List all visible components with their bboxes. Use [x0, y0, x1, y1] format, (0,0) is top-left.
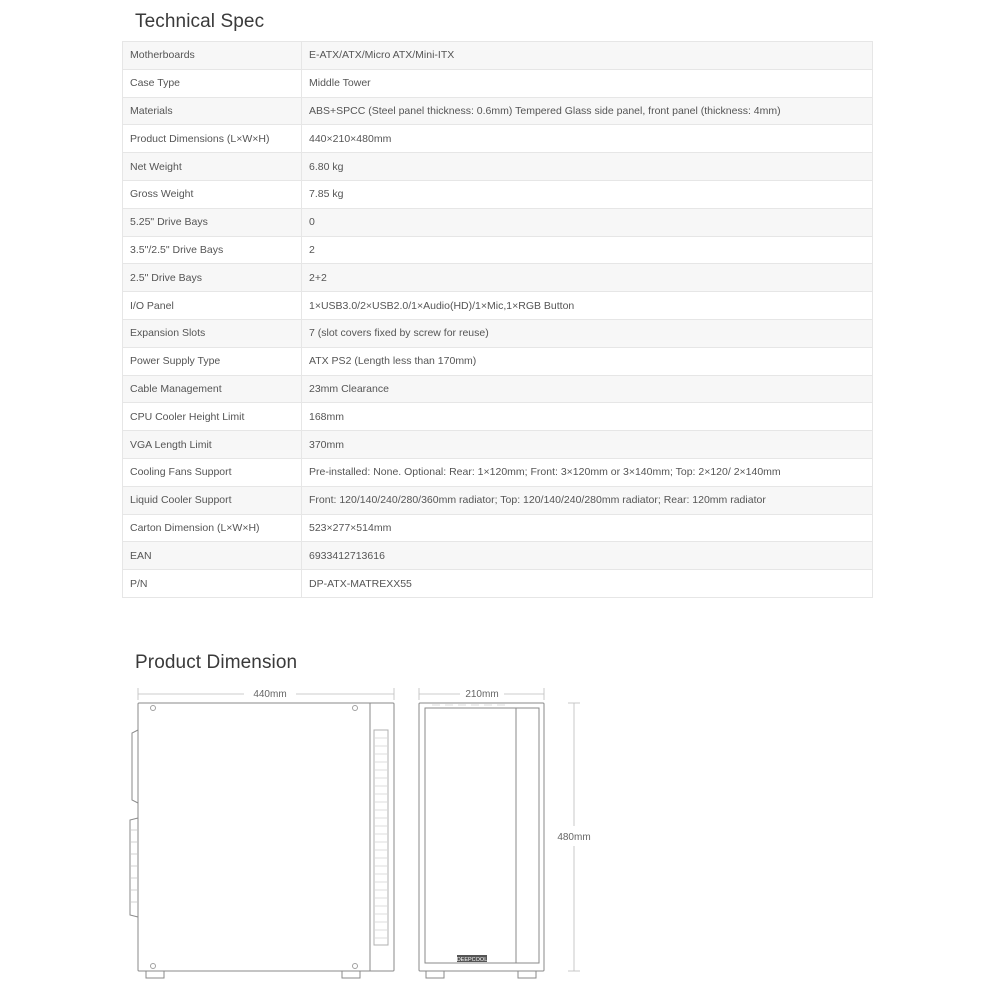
spec-label: 3.5"/2.5" Drive Bays	[123, 236, 302, 264]
width-dimension-label: 210mm	[465, 689, 499, 700]
spec-label: Motherboards	[123, 42, 302, 70]
spec-value: 2	[302, 236, 873, 264]
spec-label: Case Type	[123, 69, 302, 97]
spec-value: Front: 120/140/240/280/360mm radiator; Top: 120/140/240/280mm radiator; Rear: 120mm radiator	[302, 486, 873, 514]
spec-value: 0	[302, 208, 873, 236]
spec-value: E-ATX/ATX/Micro ATX/Mini-ITX	[302, 42, 873, 70]
spec-label: VGA Length Limit	[123, 431, 302, 459]
spec-value: 7 (slot covers fixed by screw for reuse)	[302, 319, 873, 347]
spec-value: 168mm	[302, 403, 873, 431]
spec-label: EAN	[123, 542, 302, 570]
spec-value: ABS+SPCC (Steel panel thickness: 0.6mm) Tempered Glass side panel, front panel (thickness: 4mm)	[302, 97, 873, 125]
spec-label: Expansion Slots	[123, 319, 302, 347]
spec-value: ATX PS2 (Length less than 170mm)	[302, 347, 873, 375]
spec-label: Cooling Fans Support	[123, 458, 302, 486]
spec-value: Pre-installed: None. Optional: Rear: 1×120mm; Front: 3×120mm or 3×140mm; Top: 2×120/ 2×140mm	[302, 458, 873, 486]
spec-label: Net Weight	[123, 153, 302, 181]
spec-label: Gross Weight	[123, 180, 302, 208]
spec-label: I/O Panel	[123, 292, 302, 320]
spec-value: 2+2	[302, 264, 873, 292]
product-dimension-title: Product Dimension	[135, 652, 298, 673]
spec-value: 440×210×480mm	[302, 125, 873, 153]
spec-label: Liquid Cooler Support	[123, 486, 302, 514]
spec-label: P/N	[123, 570, 302, 598]
spec-value: 23mm Clearance	[302, 375, 873, 403]
case-side-view	[130, 703, 394, 978]
technical-spec-title: Technical Spec	[135, 11, 265, 32]
spec-value: DP-ATX-MATREXX55	[302, 570, 873, 598]
length-dimension-label: 440mm	[253, 689, 287, 700]
spec-label: Power Supply Type	[123, 347, 302, 375]
spec-value: 1×USB3.0/2×USB2.0/1×Audio(HD)/1×Mic,1×RGB Button	[302, 292, 873, 320]
spec-value: 6933412713616	[302, 542, 873, 570]
height-dimension-label: 480mm	[557, 832, 591, 843]
spec-label: Carton Dimension (L×W×H)	[123, 514, 302, 542]
spec-value: 523×277×514mm	[302, 514, 873, 542]
spec-label: Cable Management	[123, 375, 302, 403]
brand-badge-label: DEEPCOOL	[456, 957, 488, 963]
spec-value: 370mm	[302, 431, 873, 459]
spec-label: 5.25" Drive Bays	[123, 208, 302, 236]
spec-value: 7.85 kg	[302, 180, 873, 208]
spec-value: Middle Tower	[302, 69, 873, 97]
case-front-view	[419, 703, 544, 978]
spec-label: CPU Cooler Height Limit	[123, 403, 302, 431]
spec-value: 6.80 kg	[302, 153, 873, 181]
spec-label: Product Dimensions (L×W×H)	[123, 125, 302, 153]
spec-label: 2.5" Drive Bays	[123, 264, 302, 292]
spec-label: Materials	[123, 97, 302, 125]
